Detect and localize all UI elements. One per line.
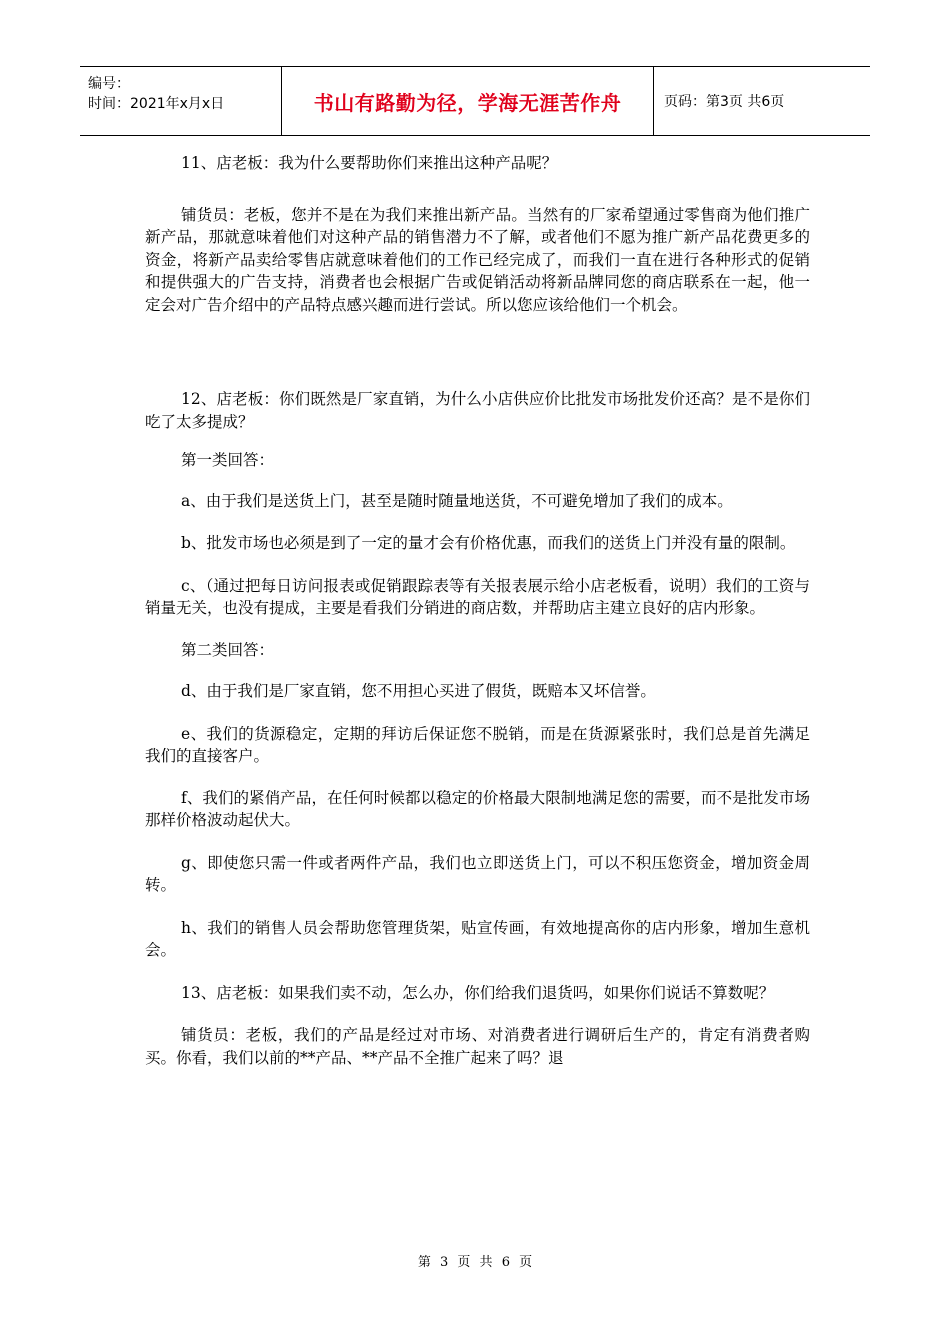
document-body [145, 152, 810, 1069]
paragraph-answer-h: h、我们的销售人员会帮助您管理货架，贴宣传画，有效地提高你的店内形象，增加生意机会。 [145, 918, 810, 959]
paragraph-q11: 11、店老板：我为什么要帮助你们来推出这种产品呢？ [181, 154, 558, 172]
header-meta-cell [80, 67, 282, 135]
paragraph-answer-c: c、（通过把每日访问报表或促销跟踪表等有关报表展示给小店老板看，说明）我们的工资与销量无关，也没有提成，主要是看我们分销进的商店数，并帮助店主建立良好的店内形象。 [145, 576, 810, 617]
page-footer: 第 3 页 共 6 页 [417, 1255, 533, 1270]
document-header [80, 66, 870, 136]
paragraph-a13: 铺货员：老板，我们的产品是经过对市场、对消费者进行调研后生产的，肯定有消费者购买。你看，我们以前的**产品、**产品不全推广起来了吗？退 [145, 1026, 810, 1067]
header-motto-cell [282, 67, 654, 135]
header-motto: 书山有路勤为径，学海无涯苦作舟 [313, 90, 622, 115]
paragraph-answer-g: g、即使您只需一件或者两件产品，我们也立即送货上门，可以不积压您资金，增加资金周转。 [145, 853, 810, 894]
paragraph-answer-e: e、我们的货源稳定，定期的拜访后保证您不脱销，而是在货源紧张时，我们总是首先满足我们的直接客户。 [145, 724, 810, 765]
paragraph-answer-f: f、我们的紧俏产品，在任何时候都以稳定的价格最大限制地满足您的需要，而不是批发市场那样价格波动起伏大。 [145, 788, 810, 829]
document-date-label: 时间：2021年x月x日 [88, 96, 225, 112]
document-number-label: 编号： [88, 76, 130, 92]
paragraph-q13: 13、店老板：如果我们卖不动，怎么办，你们给我们退货吗，如果你们说话不算数呢？ [181, 983, 775, 1002]
paragraph-answer-d: d、由于我们是厂家直销，您不用担心买进了假货，既赔本又坏信誉。 [181, 682, 656, 700]
paragraph-answer-a: a、由于我们是送货上门，甚至是随时随量地送货，不可避免增加了我们的成本。 [181, 491, 733, 510]
paragraph-q12: 12、店老板：你们既然是厂家直销，为什么小店供应价比批发市场批发价还高？是不是你们吃了太多提成？ [145, 390, 810, 431]
paragraph-a11: 铺货员：老板，您并不是在为我们来推出新产品。当然有的厂家希望通过零售商为他们推广新产品，那就意味着他们对这种产品的销售潜力不了解，或者他们不愿为推广新产品花费更多的资金，将新产品卖给零售店就意味着他们的工作已经完成了，而我们一直在进行各种形式的促销和提供强大的广告支持，消费者也会根据广告或促销活动将新品牌同您的商店联系在一起，他一定会对广告介绍中的产品特点感兴趣而进行尝试。所以您应该给他们一个机会。 [145, 205, 810, 314]
paragraph-answer-type-2: 第二类回答： [181, 640, 275, 659]
header-page-cell [654, 67, 870, 135]
paragraph-answer-type-1: 第一类回答： [181, 451, 275, 469]
header-page-info: 页码：第3页 共6页 [664, 94, 785, 110]
paragraph-answer-b: b、批发市场也必须是到了一定的量才会有价格优惠，而我们的送货上门并没有量的限制。 [181, 534, 796, 552]
